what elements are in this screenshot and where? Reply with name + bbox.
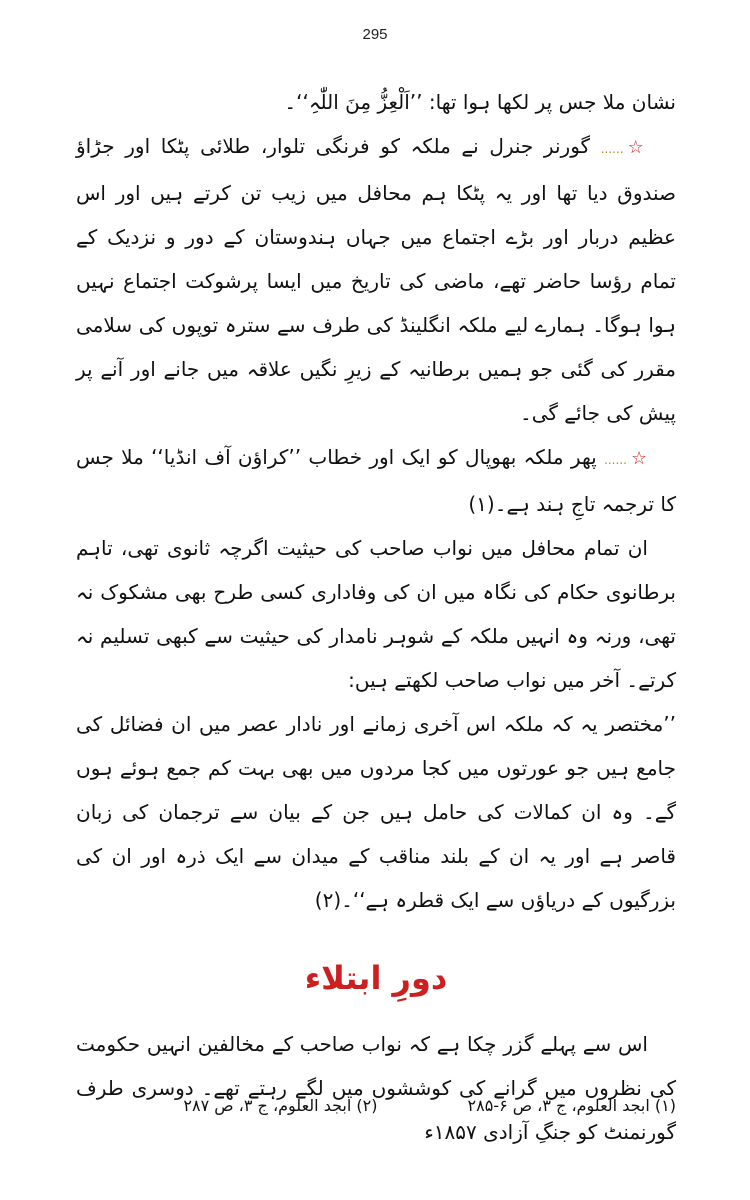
star-icon: ☆ [627, 137, 648, 158]
paragraph-crown-text: پھر ملکہ بھوپال کو ایک اور خطاب ’’کراؤن آف انڈیا‘‘ ملا جس کا ترجمہ تاجِ ہند ہے۔(۱) [76, 445, 676, 516]
bullet-dots: ...... [604, 453, 627, 467]
paragraph-quote: ’’مختصر یہ کہ ملکہ اس آخری زمانے اور نادار عصر میں ان فضائل کی جامع ہیں جو عورتوں میں کجا مردوں میں بھی بہت کم جمع ہوئے ہوں گے۔ وہ ان کمالات کی حامل ہیں جن کے بیان سے ترجمان کی زبان قاصر ہے اور یہ ان کے بلند مناقب کے میدان سے ایک ذرہ اور ان کی بزرگیوں کے دریاؤں سے ایک قطرہ ہے‘‘۔(۲) [76, 712, 676, 912]
paragraph-governor-text: گورنر جنرل نے ملکہ کو فرنگی تلوار، طلائی پٹکا اور جڑاؤ صندوق دیا تھا اور یہ پٹکا ہم محافل میں زیب تن کرتے ہیں اور اس عظیم دربار اور بڑے اجتماع میں جہاں ہندوستان کے دور و نزدیک کے تمام رؤسا حاضر تھے، ماضی کی تاریخ میں ایسا پرشوکت اجتماع نہیں ہوا ہوگا۔ ہمارے لیے ملکہ انگلینڈ کی طرف سے سترہ توپوں کی سلامی مقرر کی گئی جو ہمیں برطانیہ کے زیرِ نگیں علاقہ میں جانے اور آنے پر پیش کی جائے گی۔ [76, 134, 676, 425]
bullet-paragraph-crown [76, 435, 676, 526]
footnote-1: (۱) ابجد العلوم، ج ۳، ص ۶-۲۸۵ [467, 1096, 676, 1115]
footnotes [76, 1096, 676, 1115]
section-heading: دورِ ابتلاء [304, 959, 448, 997]
paragraph-status: ان تمام محافل میں نواب صاحب کی حیثیت اگرچہ ثانوی تھی، تاہم برطانوی حکام کی نگاہ میں ان کی وفاداری کسی طرح بھی مشکوک نہ تھی، ورنہ وہ انہیں ملکہ کے شوہر نامدار کی حیثیت سے کبھی تسلیم نہ کرتے۔ آخر میں نواب صاحب لکھتے ہیں: [76, 536, 676, 692]
footnote-2: (۲) ابجد العلوم، ج ۳، ص ۲۸۷ [183, 1096, 378, 1115]
star-icon: ☆ [630, 448, 648, 469]
paragraph-intro: نشان ملا جس پر لکھا ہوا تھا: ’’اَلْعِزُّ مِنَ اللّٰہِ‘‘۔ [284, 90, 676, 114]
page-body [76, 80, 676, 1154]
bullet-paragraph-governor [76, 124, 676, 435]
paragraph-trial: اس سے پہلے گزر چکا ہے کہ نواب صاحب کے مخالفین انہیں حکومت کی نظروں میں گرانے کی کوششوں میں لگے رہتے تھے۔ دوسری طرف گورنمنٹ کو جنگِ آزادی ۱۸۵۷ء [76, 1032, 676, 1144]
page-number: 295 [362, 26, 388, 43]
bullet-dots: ...... [600, 142, 624, 156]
